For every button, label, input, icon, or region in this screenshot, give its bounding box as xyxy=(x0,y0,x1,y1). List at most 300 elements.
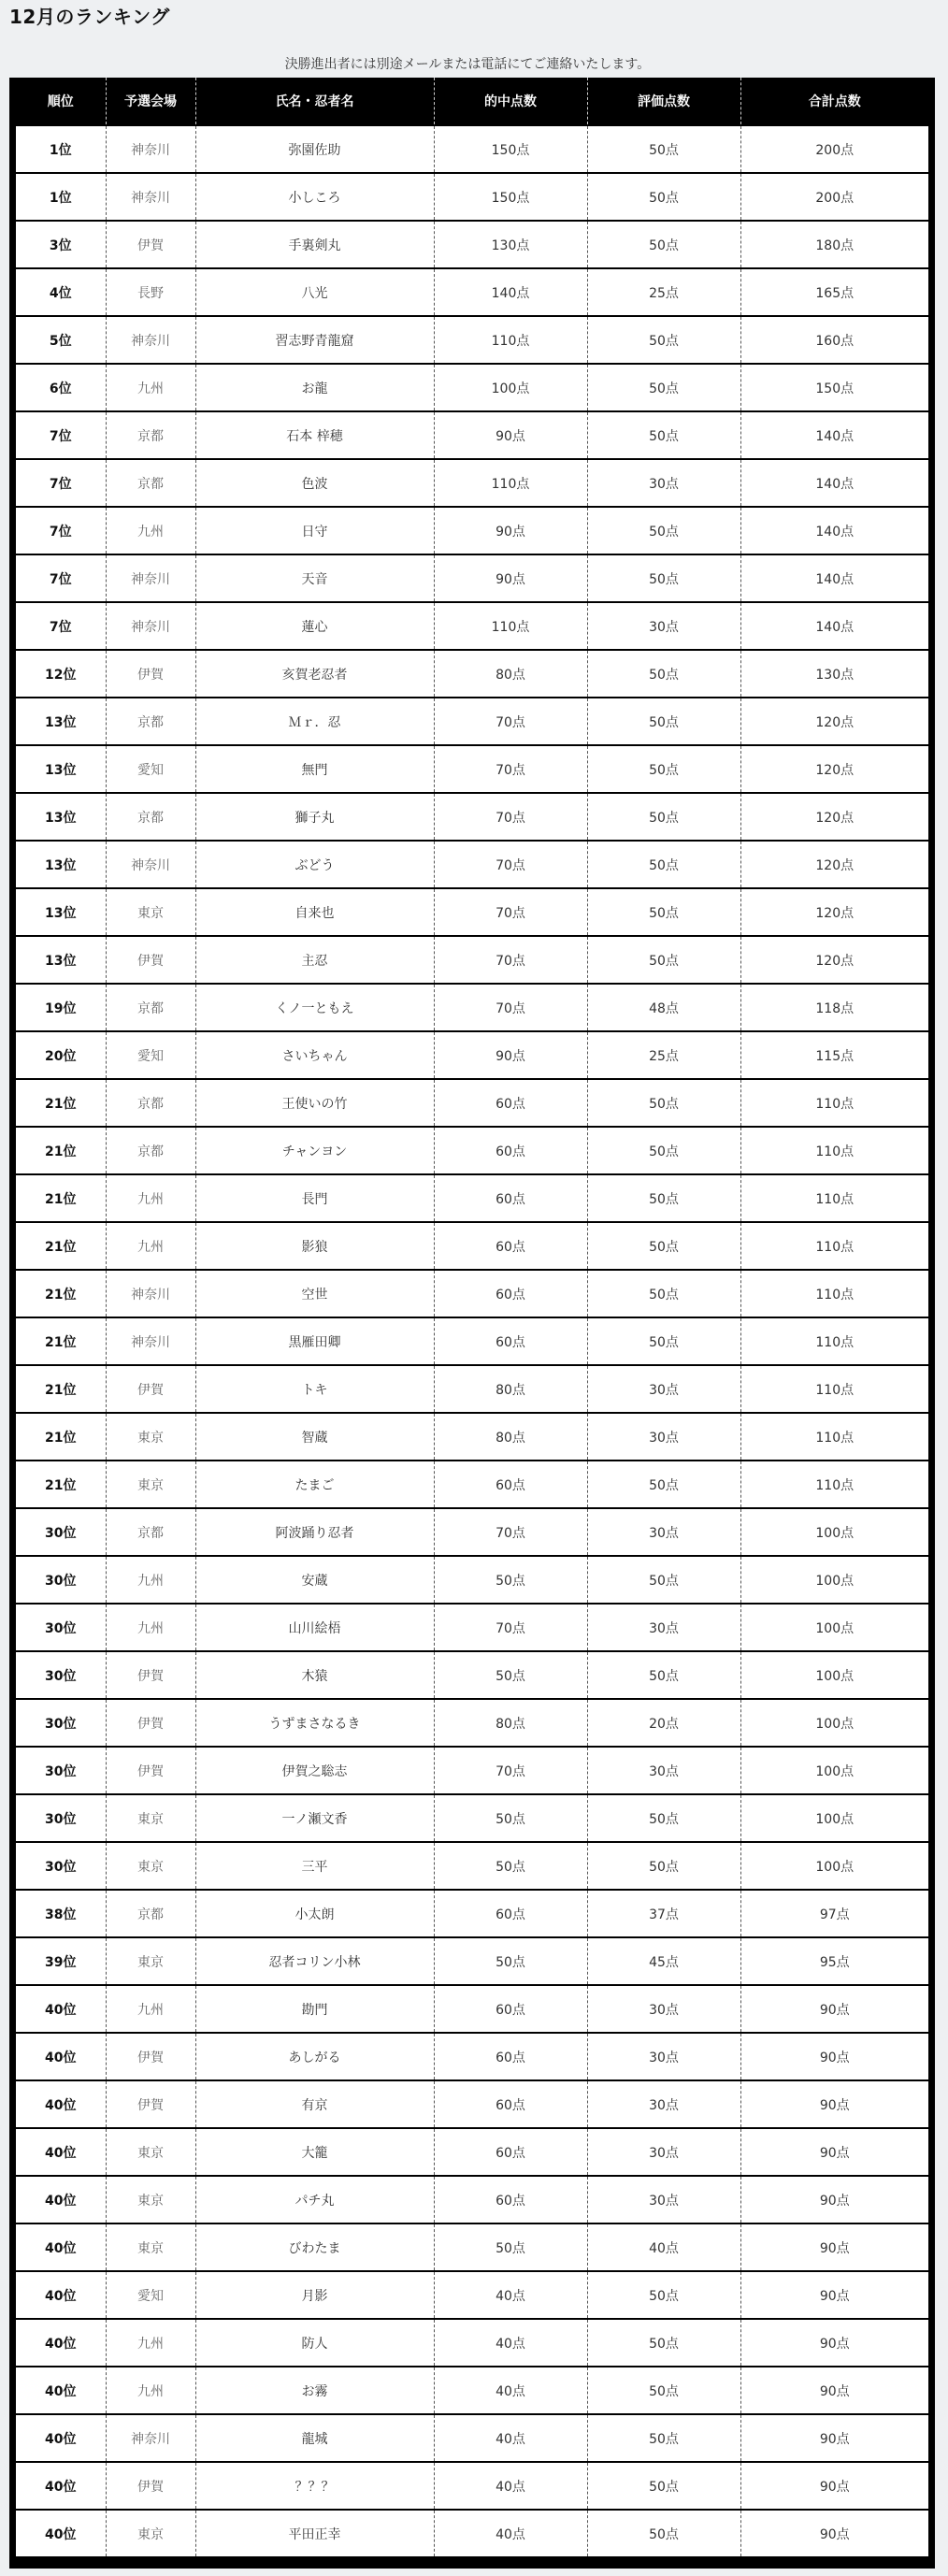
name-cell: 長門 xyxy=(195,1174,434,1222)
name-cell: 自来也 xyxy=(195,888,434,936)
hit-points-cell: 40点 xyxy=(434,2462,587,2510)
total-points-cell: 90点 xyxy=(740,2319,928,2367)
venue-cell: 神奈川 xyxy=(106,602,195,650)
eval-points-cell: 50点 xyxy=(587,888,740,936)
rank-cell: 40位 xyxy=(16,2510,106,2556)
table-body xyxy=(16,125,928,2556)
rank-cell: 7位 xyxy=(16,602,106,650)
eval-points-cell: 30点 xyxy=(587,1365,740,1413)
eval-points-cell: 50点 xyxy=(587,2367,740,2414)
name-cell: 空世 xyxy=(195,1270,434,1317)
notice-text: 決勝進出者には別途メールまたは電話にてご連絡いたします。 xyxy=(284,57,651,72)
hit-points-cell: 110点 xyxy=(434,316,587,364)
hit-points-cell: 70点 xyxy=(434,1747,587,1794)
total-points-cell: 140点 xyxy=(740,554,928,602)
total-points-cell: 100点 xyxy=(740,1699,928,1747)
name-cell: 王使いの竹 xyxy=(195,1079,434,1127)
rank-cell: 30位 xyxy=(16,1556,106,1604)
hit-points-cell: 70点 xyxy=(434,1604,587,1651)
total-points-cell: 140点 xyxy=(740,602,928,650)
venue-cell: 九州 xyxy=(106,2319,195,2367)
rank-cell: 40位 xyxy=(16,2367,106,2414)
hit-points-cell: 60点 xyxy=(434,1890,587,1937)
rank-cell: 30位 xyxy=(16,1508,106,1556)
eval-points-cell: 50点 xyxy=(587,1794,740,1842)
name-cell: 天音 xyxy=(195,554,434,602)
eval-points-cell: 50点 xyxy=(587,841,740,888)
eval-points-cell: 30点 xyxy=(587,2080,740,2128)
eval-points-cell: 30点 xyxy=(587,459,740,507)
venue-cell: 東京 xyxy=(106,888,195,936)
rank-cell: 38位 xyxy=(16,1890,106,1937)
rank-cell: 40位 xyxy=(16,2080,106,2128)
hit-points-cell: 40点 xyxy=(434,2510,587,2556)
hit-points-cell: 70点 xyxy=(434,984,587,1031)
rank-cell: 12位 xyxy=(16,650,106,698)
eval-points-cell: 50点 xyxy=(587,793,740,841)
rank-cell: 13位 xyxy=(16,841,106,888)
hit-points-cell: 70点 xyxy=(434,936,587,984)
rank-cell: 39位 xyxy=(16,1937,106,1985)
eval-points-cell: 30点 xyxy=(587,2176,740,2223)
name-cell: びわたま xyxy=(195,2223,434,2271)
venue-cell: 九州 xyxy=(106,364,195,411)
table-row xyxy=(16,650,928,698)
total-points-cell: 100点 xyxy=(740,1842,928,1890)
table-row xyxy=(16,507,928,554)
venue-cell: 京都 xyxy=(106,984,195,1031)
eval-points-cell: 50点 xyxy=(587,125,740,173)
table-row xyxy=(16,1174,928,1222)
venue-cell: 京都 xyxy=(106,1079,195,1127)
rank-cell: 1位 xyxy=(16,173,106,221)
total-points-cell: 110点 xyxy=(740,1365,928,1413)
header-venue: 予選会場 xyxy=(106,78,195,125)
rank-cell: 21位 xyxy=(16,1270,106,1317)
total-points-cell: 200点 xyxy=(740,173,928,221)
hit-points-cell: 80点 xyxy=(434,650,587,698)
name-cell: 大籠 xyxy=(195,2128,434,2176)
hit-points-cell: 60点 xyxy=(434,1079,587,1127)
eval-points-cell: 50点 xyxy=(587,221,740,268)
hit-points-cell: 40点 xyxy=(434,2414,587,2462)
total-points-cell: 90点 xyxy=(740,2176,928,2223)
ranking-table-container xyxy=(9,78,935,2569)
eval-points-cell: 25点 xyxy=(587,268,740,316)
ranking-table xyxy=(16,78,928,2556)
total-points-cell: 200点 xyxy=(740,125,928,173)
table-row xyxy=(16,745,928,793)
table-row xyxy=(16,221,928,268)
total-points-cell: 100点 xyxy=(740,1556,928,1604)
venue-cell: 伊賀 xyxy=(106,1651,195,1699)
venue-cell: 伊賀 xyxy=(106,1747,195,1794)
rank-cell: 40位 xyxy=(16,2176,106,2223)
venue-cell: 伊賀 xyxy=(106,650,195,698)
rank-cell: 30位 xyxy=(16,1699,106,1747)
name-cell: 有京 xyxy=(195,2080,434,2128)
venue-cell: 神奈川 xyxy=(106,554,195,602)
total-points-cell: 90点 xyxy=(740,2033,928,2080)
table-row xyxy=(16,1508,928,1556)
name-cell: 小しころ xyxy=(195,173,434,221)
name-cell: Ｍｒ．忍 xyxy=(195,698,434,745)
table-row xyxy=(16,173,928,221)
total-points-cell: 90点 xyxy=(740,2128,928,2176)
hit-points-cell: 150点 xyxy=(434,125,587,173)
name-cell: 阿波踊り忍者 xyxy=(195,1508,434,1556)
venue-cell: 愛知 xyxy=(106,2271,195,2319)
rank-cell: 40位 xyxy=(16,2223,106,2271)
rank-cell: 5位 xyxy=(16,316,106,364)
total-points-cell: 165点 xyxy=(740,268,928,316)
rank-cell: 7位 xyxy=(16,507,106,554)
table-row xyxy=(16,2033,928,2080)
rank-cell: 40位 xyxy=(16,2414,106,2462)
hit-points-cell: 50点 xyxy=(434,2223,587,2271)
eval-points-cell: 48点 xyxy=(587,984,740,1031)
table-row xyxy=(16,1556,928,1604)
total-points-cell: 90点 xyxy=(740,2223,928,2271)
eval-points-cell: 50点 xyxy=(587,554,740,602)
total-points-cell: 120点 xyxy=(740,888,928,936)
venue-cell: 東京 xyxy=(106,1794,195,1842)
total-points-cell: 90点 xyxy=(740,2510,928,2556)
venue-cell: 九州 xyxy=(106,507,195,554)
table-row xyxy=(16,1365,928,1413)
name-cell: 伊賀之聡志 xyxy=(195,1747,434,1794)
hit-points-cell: 60点 xyxy=(434,1461,587,1508)
total-points-cell: 110点 xyxy=(740,1174,928,1222)
rank-cell: 7位 xyxy=(16,554,106,602)
eval-points-cell: 50点 xyxy=(587,2510,740,2556)
venue-cell: 京都 xyxy=(106,1508,195,1556)
table-row xyxy=(16,984,928,1031)
name-cell: 習志野青龍窟 xyxy=(195,316,434,364)
hit-points-cell: 40点 xyxy=(434,2367,587,2414)
name-cell: 八光 xyxy=(195,268,434,316)
rank-cell: 6位 xyxy=(16,364,106,411)
rank-cell: 21位 xyxy=(16,1127,106,1174)
venue-cell: 伊賀 xyxy=(106,936,195,984)
table-row xyxy=(16,841,928,888)
venue-cell: 神奈川 xyxy=(106,2414,195,2462)
table-row xyxy=(16,364,928,411)
name-cell: あしがる xyxy=(195,2033,434,2080)
name-cell: 日守 xyxy=(195,507,434,554)
name-cell: 防人 xyxy=(195,2319,434,2367)
table-row xyxy=(16,1890,928,1937)
rank-cell: 13位 xyxy=(16,745,106,793)
rank-cell: 40位 xyxy=(16,2462,106,2510)
table-row xyxy=(16,1031,928,1079)
table-row xyxy=(16,2223,928,2271)
rank-cell: 30位 xyxy=(16,1747,106,1794)
name-cell: 手裏剣丸 xyxy=(195,221,434,268)
name-cell: 亥賀老忍者 xyxy=(195,650,434,698)
name-cell: チャンヨン xyxy=(195,1127,434,1174)
table-row xyxy=(16,2414,928,2462)
table-row xyxy=(16,411,928,459)
name-cell: 龍城 xyxy=(195,2414,434,2462)
venue-cell: 東京 xyxy=(106,2128,195,2176)
venue-cell: 神奈川 xyxy=(106,1270,195,1317)
rank-cell: 19位 xyxy=(16,984,106,1031)
venue-cell: 東京 xyxy=(106,2510,195,2556)
venue-cell: 東京 xyxy=(106,1842,195,1890)
name-cell: お龍 xyxy=(195,364,434,411)
venue-cell: 神奈川 xyxy=(106,841,195,888)
hit-points-cell: 70点 xyxy=(434,793,587,841)
hit-points-cell: 90点 xyxy=(434,411,587,459)
total-points-cell: 90点 xyxy=(740,2080,928,2128)
eval-points-cell: 50点 xyxy=(587,1651,740,1699)
name-cell: 影狼 xyxy=(195,1222,434,1270)
eval-points-cell: 30点 xyxy=(587,2033,740,2080)
total-points-cell: 140点 xyxy=(740,459,928,507)
eval-points-cell: 50点 xyxy=(587,1174,740,1222)
name-cell: トキ xyxy=(195,1365,434,1413)
venue-cell: 神奈川 xyxy=(106,125,195,173)
total-points-cell: 90点 xyxy=(740,2414,928,2462)
total-points-cell: 100点 xyxy=(740,1794,928,1842)
venue-cell: 京都 xyxy=(106,411,195,459)
table-row xyxy=(16,1604,928,1651)
name-cell: 主忍 xyxy=(195,936,434,984)
name-cell: 平田正幸 xyxy=(195,2510,434,2556)
hit-points-cell: 60点 xyxy=(434,2080,587,2128)
rank-cell: 21位 xyxy=(16,1174,106,1222)
eval-points-cell: 50点 xyxy=(587,364,740,411)
venue-cell: 伊賀 xyxy=(106,2462,195,2510)
total-points-cell: 160点 xyxy=(740,316,928,364)
eval-points-cell: 50点 xyxy=(587,2271,740,2319)
table-header-row xyxy=(16,78,928,125)
hit-points-cell: 80点 xyxy=(434,1413,587,1461)
eval-points-cell: 50点 xyxy=(587,1270,740,1317)
venue-cell: 神奈川 xyxy=(106,316,195,364)
table-row xyxy=(16,1842,928,1890)
venue-cell: 東京 xyxy=(106,1461,195,1508)
hit-points-cell: 60点 xyxy=(434,1270,587,1317)
hit-points-cell: 50点 xyxy=(434,1556,587,1604)
venue-cell: 京都 xyxy=(106,459,195,507)
name-cell: 弥園佐助 xyxy=(195,125,434,173)
eval-points-cell: 50点 xyxy=(587,1461,740,1508)
table-row xyxy=(16,316,928,364)
total-points-cell: 120点 xyxy=(740,936,928,984)
name-cell: 山川絵梧 xyxy=(195,1604,434,1651)
hit-points-cell: 50点 xyxy=(434,1937,587,1985)
rank-cell: 30位 xyxy=(16,1794,106,1842)
venue-cell: 京都 xyxy=(106,793,195,841)
eval-points-cell: 50点 xyxy=(587,2319,740,2367)
table-row xyxy=(16,1461,928,1508)
venue-cell: 長野 xyxy=(106,268,195,316)
total-points-cell: 140点 xyxy=(740,411,928,459)
eval-points-cell: 20点 xyxy=(587,1699,740,1747)
header-eval-points: 評価点数 xyxy=(587,78,740,125)
venue-cell: 伊賀 xyxy=(106,2080,195,2128)
table-row xyxy=(16,1413,928,1461)
total-points-cell: 110点 xyxy=(740,1079,928,1127)
total-points-cell: 115点 xyxy=(740,1031,928,1079)
venue-cell: 伊賀 xyxy=(106,1699,195,1747)
rank-cell: 40位 xyxy=(16,2319,106,2367)
venue-cell: 神奈川 xyxy=(106,173,195,221)
name-cell: パチ丸 xyxy=(195,2176,434,2223)
venue-cell: 九州 xyxy=(106,1556,195,1604)
hit-points-cell: 90点 xyxy=(434,554,587,602)
rank-cell: 30位 xyxy=(16,1651,106,1699)
total-points-cell: 110点 xyxy=(740,1127,928,1174)
name-cell: 忍者コリン小林 xyxy=(195,1937,434,1985)
table-row xyxy=(16,459,928,507)
total-points-cell: 120点 xyxy=(740,793,928,841)
header-rank: 順位 xyxy=(16,78,106,125)
eval-points-cell: 50点 xyxy=(587,936,740,984)
rank-cell: 40位 xyxy=(16,2128,106,2176)
total-points-cell: 120点 xyxy=(740,745,928,793)
venue-cell: 東京 xyxy=(106,1413,195,1461)
hit-points-cell: 70点 xyxy=(434,888,587,936)
rank-cell: 13位 xyxy=(16,793,106,841)
name-cell: 一ノ瀬文香 xyxy=(195,1794,434,1842)
hit-points-cell: 60点 xyxy=(434,2128,587,2176)
table-row xyxy=(16,1937,928,1985)
hit-points-cell: 50点 xyxy=(434,1794,587,1842)
name-cell: くノ一ともえ xyxy=(195,984,434,1031)
table-row xyxy=(16,1985,928,2033)
venue-cell: 東京 xyxy=(106,2176,195,2223)
table-row xyxy=(16,888,928,936)
venue-cell: 九州 xyxy=(106,1985,195,2033)
hit-points-cell: 60点 xyxy=(434,2176,587,2223)
name-cell: 黒雁田卿 xyxy=(195,1317,434,1365)
eval-points-cell: 50点 xyxy=(587,2462,740,2510)
name-cell: 小太朗 xyxy=(195,1890,434,1937)
total-points-cell: 90点 xyxy=(740,2462,928,2510)
eval-points-cell: 45点 xyxy=(587,1937,740,1985)
eval-points-cell: 30点 xyxy=(587,602,740,650)
hit-points-cell: 60点 xyxy=(434,1985,587,2033)
table-row xyxy=(16,2462,928,2510)
rank-cell: 7位 xyxy=(16,411,106,459)
eval-points-cell: 50点 xyxy=(587,1222,740,1270)
eval-points-cell: 25点 xyxy=(587,1031,740,1079)
eval-points-cell: 30点 xyxy=(587,2128,740,2176)
eval-points-cell: 30点 xyxy=(587,1604,740,1651)
venue-cell: 伊賀 xyxy=(106,221,195,268)
hit-points-cell: 60点 xyxy=(434,1127,587,1174)
table-row xyxy=(16,125,928,173)
venue-cell: 九州 xyxy=(106,1222,195,1270)
eval-points-cell: 50点 xyxy=(587,1556,740,1604)
total-points-cell: 110点 xyxy=(740,1461,928,1508)
venue-cell: 京都 xyxy=(106,1127,195,1174)
rank-cell: 13位 xyxy=(16,936,106,984)
table-row xyxy=(16,1651,928,1699)
table-row xyxy=(16,1699,928,1747)
table-row xyxy=(16,1317,928,1365)
table-row xyxy=(16,793,928,841)
eval-points-cell: 50点 xyxy=(587,1842,740,1890)
eval-points-cell: 50点 xyxy=(587,2414,740,2462)
hit-points-cell: 70点 xyxy=(434,745,587,793)
table-row xyxy=(16,2367,928,2414)
total-points-cell: 100点 xyxy=(740,1604,928,1651)
hit-points-cell: 110点 xyxy=(434,459,587,507)
eval-points-cell: 30点 xyxy=(587,1985,740,2033)
hit-points-cell: 110点 xyxy=(434,602,587,650)
eval-points-cell: 50点 xyxy=(587,173,740,221)
table-row xyxy=(16,2271,928,2319)
venue-cell: 九州 xyxy=(106,2367,195,2414)
table-row xyxy=(16,1794,928,1842)
rank-cell: 21位 xyxy=(16,1413,106,1461)
hit-points-cell: 130点 xyxy=(434,221,587,268)
name-cell: 木猿 xyxy=(195,1651,434,1699)
header-total-points: 合計点数 xyxy=(740,78,928,125)
name-cell: 三平 xyxy=(195,1842,434,1890)
rank-cell: 40位 xyxy=(16,2271,106,2319)
hit-points-cell: 80点 xyxy=(434,1365,587,1413)
total-points-cell: 110点 xyxy=(740,1222,928,1270)
venue-cell: 神奈川 xyxy=(106,1317,195,1365)
rank-cell: 4位 xyxy=(16,268,106,316)
name-cell: たまご xyxy=(195,1461,434,1508)
eval-points-cell: 50点 xyxy=(587,745,740,793)
hit-points-cell: 70点 xyxy=(434,698,587,745)
rank-cell: 13位 xyxy=(16,698,106,745)
hit-points-cell: 60点 xyxy=(434,1174,587,1222)
total-points-cell: 100点 xyxy=(740,1508,928,1556)
name-cell: お霧 xyxy=(195,2367,434,2414)
eval-points-cell: 50点 xyxy=(587,1317,740,1365)
hit-points-cell: 80点 xyxy=(434,1699,587,1747)
total-points-cell: 110点 xyxy=(740,1413,928,1461)
rank-cell: 30位 xyxy=(16,1604,106,1651)
eval-points-cell: 50点 xyxy=(587,1127,740,1174)
total-points-cell: 120点 xyxy=(740,841,928,888)
total-points-cell: 90点 xyxy=(740,1985,928,2033)
rank-cell: 3位 xyxy=(16,221,106,268)
total-points-cell: 110点 xyxy=(740,1270,928,1317)
table-row xyxy=(16,2319,928,2367)
table-row xyxy=(16,1270,928,1317)
rank-cell: 21位 xyxy=(16,1365,106,1413)
hit-points-cell: 50点 xyxy=(434,1651,587,1699)
venue-cell: 東京 xyxy=(106,2223,195,2271)
name-cell: 月影 xyxy=(195,2271,434,2319)
eval-points-cell: 50点 xyxy=(587,650,740,698)
name-cell: 石本 梓穂 xyxy=(195,411,434,459)
total-points-cell: 97点 xyxy=(740,1890,928,1937)
eval-points-cell: 50点 xyxy=(587,316,740,364)
eval-points-cell: 40点 xyxy=(587,2223,740,2271)
total-points-cell: 140点 xyxy=(740,507,928,554)
rank-cell: 7位 xyxy=(16,459,106,507)
name-cell: 安蔵 xyxy=(195,1556,434,1604)
total-points-cell: 180点 xyxy=(740,221,928,268)
eval-points-cell: 50点 xyxy=(587,1079,740,1127)
total-points-cell: 100点 xyxy=(740,1651,928,1699)
header-name: 氏名・忍者名 xyxy=(195,78,434,125)
venue-cell: 京都 xyxy=(106,1890,195,1937)
name-cell: 獅子丸 xyxy=(195,793,434,841)
venue-cell: 愛知 xyxy=(106,1031,195,1079)
table-row xyxy=(16,268,928,316)
